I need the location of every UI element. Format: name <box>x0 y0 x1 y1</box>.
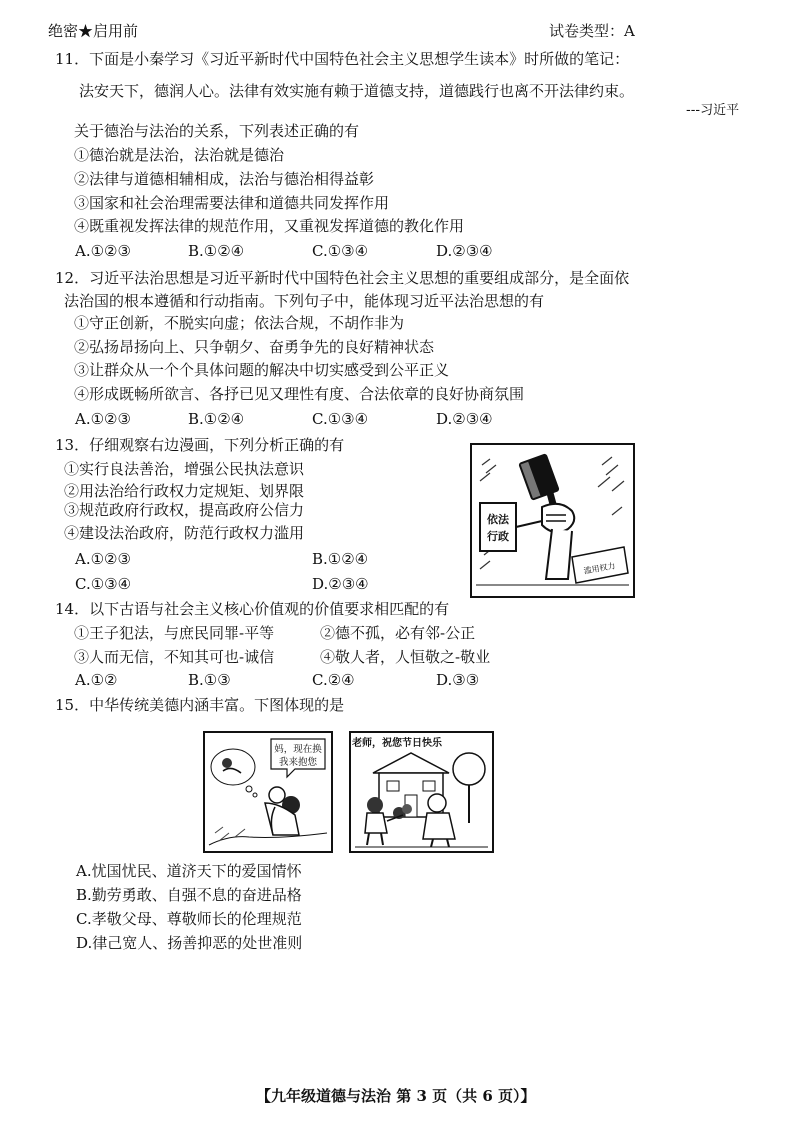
statement-item: ④建设法治政府，防范行政权力滥用 <box>64 524 305 542</box>
cartoon-paper-label: 滥用权力 <box>583 561 617 576</box>
statement-item: ④形成既畅所欲言、各抒已见又理性有度、合法依章的良好协商氛围 <box>74 385 525 403</box>
choice-d[interactable]: D.②③④ <box>436 410 493 428</box>
statement-item: ④敬人者，人恒敬之-敬业 <box>320 648 491 666</box>
statement-item: ②法律与道德相辅相成，法治与德治相得益彰 <box>74 170 375 188</box>
question-stem: 12．习近平法治思想是习近平新时代中国特色社会主义思想的重要组成部分，是全面依 <box>55 269 630 287</box>
filial-piety-cartoon <box>203 731 333 853</box>
quote-attribution: ---习近平 <box>686 103 740 118</box>
statement-item: ②弘扬昂扬向上、只争朝夕、奋勇争先的良好精神状态 <box>74 338 435 356</box>
law-administration-cartoon <box>470 443 635 598</box>
question-stem: 14．以下古语与社会主义核心价值观的价值要求相匹配的有 <box>55 600 450 618</box>
statement-item: ②用法治给行政权力定规矩、划界限 <box>64 482 305 500</box>
choice-b[interactable]: B.勤劳勇敢、自强不息的奋进品格 <box>76 886 302 904</box>
choice-c[interactable]: C.①③④ <box>312 410 369 428</box>
quote-text: 法安天下，德润人心。法律有效实施有赖于道德支持，道德践行也离不开法律约束。 <box>79 82 635 100</box>
statement-item: ①德治就是法治，法治就是德治 <box>74 146 285 164</box>
choice-c[interactable]: C.①③④ <box>312 242 369 260</box>
choice-a[interactable]: A.①②③ <box>75 550 131 568</box>
statement-item: ①守正创新，不脱实向虚；依法合规，不胡作非为 <box>74 314 405 332</box>
bubble-line1: 妈，现在换 <box>274 744 322 755</box>
question-stem-continued: 法治国的根本遵循和行动指南。下列句子中，能体现习近平法治思想的有 <box>64 292 545 310</box>
statement-item: ②德不孤，必有邻-公正 <box>320 624 476 642</box>
choice-a[interactable]: A.忧国忧民、道济天下的爱国情怀 <box>76 862 302 880</box>
choice-d[interactable]: D.律己宽人、扬善抑恶的处世准则 <box>76 934 303 952</box>
choice-b[interactable]: B.①②④ <box>312 550 369 568</box>
page-footer: 【九年级道德与法治 第 3 页（共 6 页）】 <box>256 1087 536 1105</box>
choice-d[interactable]: D.②③④ <box>436 242 493 260</box>
statement-item: ③规范政府行政权，提高政府公信力 <box>64 501 305 519</box>
header-paper-type: 试卷类型：A <box>549 22 635 40</box>
choice-c[interactable]: C.②④ <box>312 671 355 689</box>
statement-item: ④既重视发挥法律的规范作用，又重视发挥道德的教化作用 <box>74 217 465 235</box>
choice-b[interactable]: B.①②④ <box>188 242 245 260</box>
question-ask: 关于德治与法治的关系，下列表述正确的有 <box>74 122 360 140</box>
header-secrecy-label: 绝密★启用前 <box>48 22 139 40</box>
bubble-line2: 我来抱您 <box>278 757 318 768</box>
cartoon-sign-line2: 行政 <box>487 530 509 543</box>
cartoon-drawing <box>205 733 331 851</box>
cartoon-sign-line1: 依法 <box>487 513 509 526</box>
choice-a[interactable]: A.①②③ <box>75 410 131 428</box>
statement-item: ③让群众从一个个具体问题的解决中切实感受到公平正义 <box>74 361 450 379</box>
statement-item: ③人而无信，不知其可也-诚信 <box>74 648 275 666</box>
bubble-greeting: 老师，祝您节日快乐 <box>352 738 442 749</box>
choice-a[interactable]: A.①②③ <box>75 242 131 260</box>
choice-a[interactable]: A.①② <box>75 671 118 689</box>
choice-b[interactable]: B.①②④ <box>188 410 245 428</box>
choice-d[interactable]: D.③③ <box>436 671 480 689</box>
choice-b[interactable]: B.①③ <box>188 671 231 689</box>
statement-item: ③国家和社会治理需要法律和道德共同发挥作用 <box>74 194 390 212</box>
choice-c[interactable]: C.孝敬父母、尊敬师长的伦理规范 <box>76 910 302 928</box>
cartoon-drawing <box>351 733 492 851</box>
question-stem: 15．中华传统美德内涵丰富。下图体现的是 <box>55 696 345 714</box>
statement-item: ①实行良法善治，增强公民执法意识 <box>64 460 305 478</box>
choice-d[interactable]: D.②③④ <box>312 575 369 593</box>
teacher-gift-cartoon <box>349 731 494 853</box>
cartoon-drawing <box>472 445 633 596</box>
choice-c[interactable]: C.①③④ <box>75 575 132 593</box>
question-stem: 11．下面是小秦学习《习近平新时代中国特色社会主义思想学生读本》时所做的笔记： <box>55 50 630 68</box>
statement-item: ①王子犯法，与庶民同罪-平等 <box>74 624 275 642</box>
question-stem: 13．仔细观察右边漫画，下列分析正确的有 <box>55 436 345 454</box>
